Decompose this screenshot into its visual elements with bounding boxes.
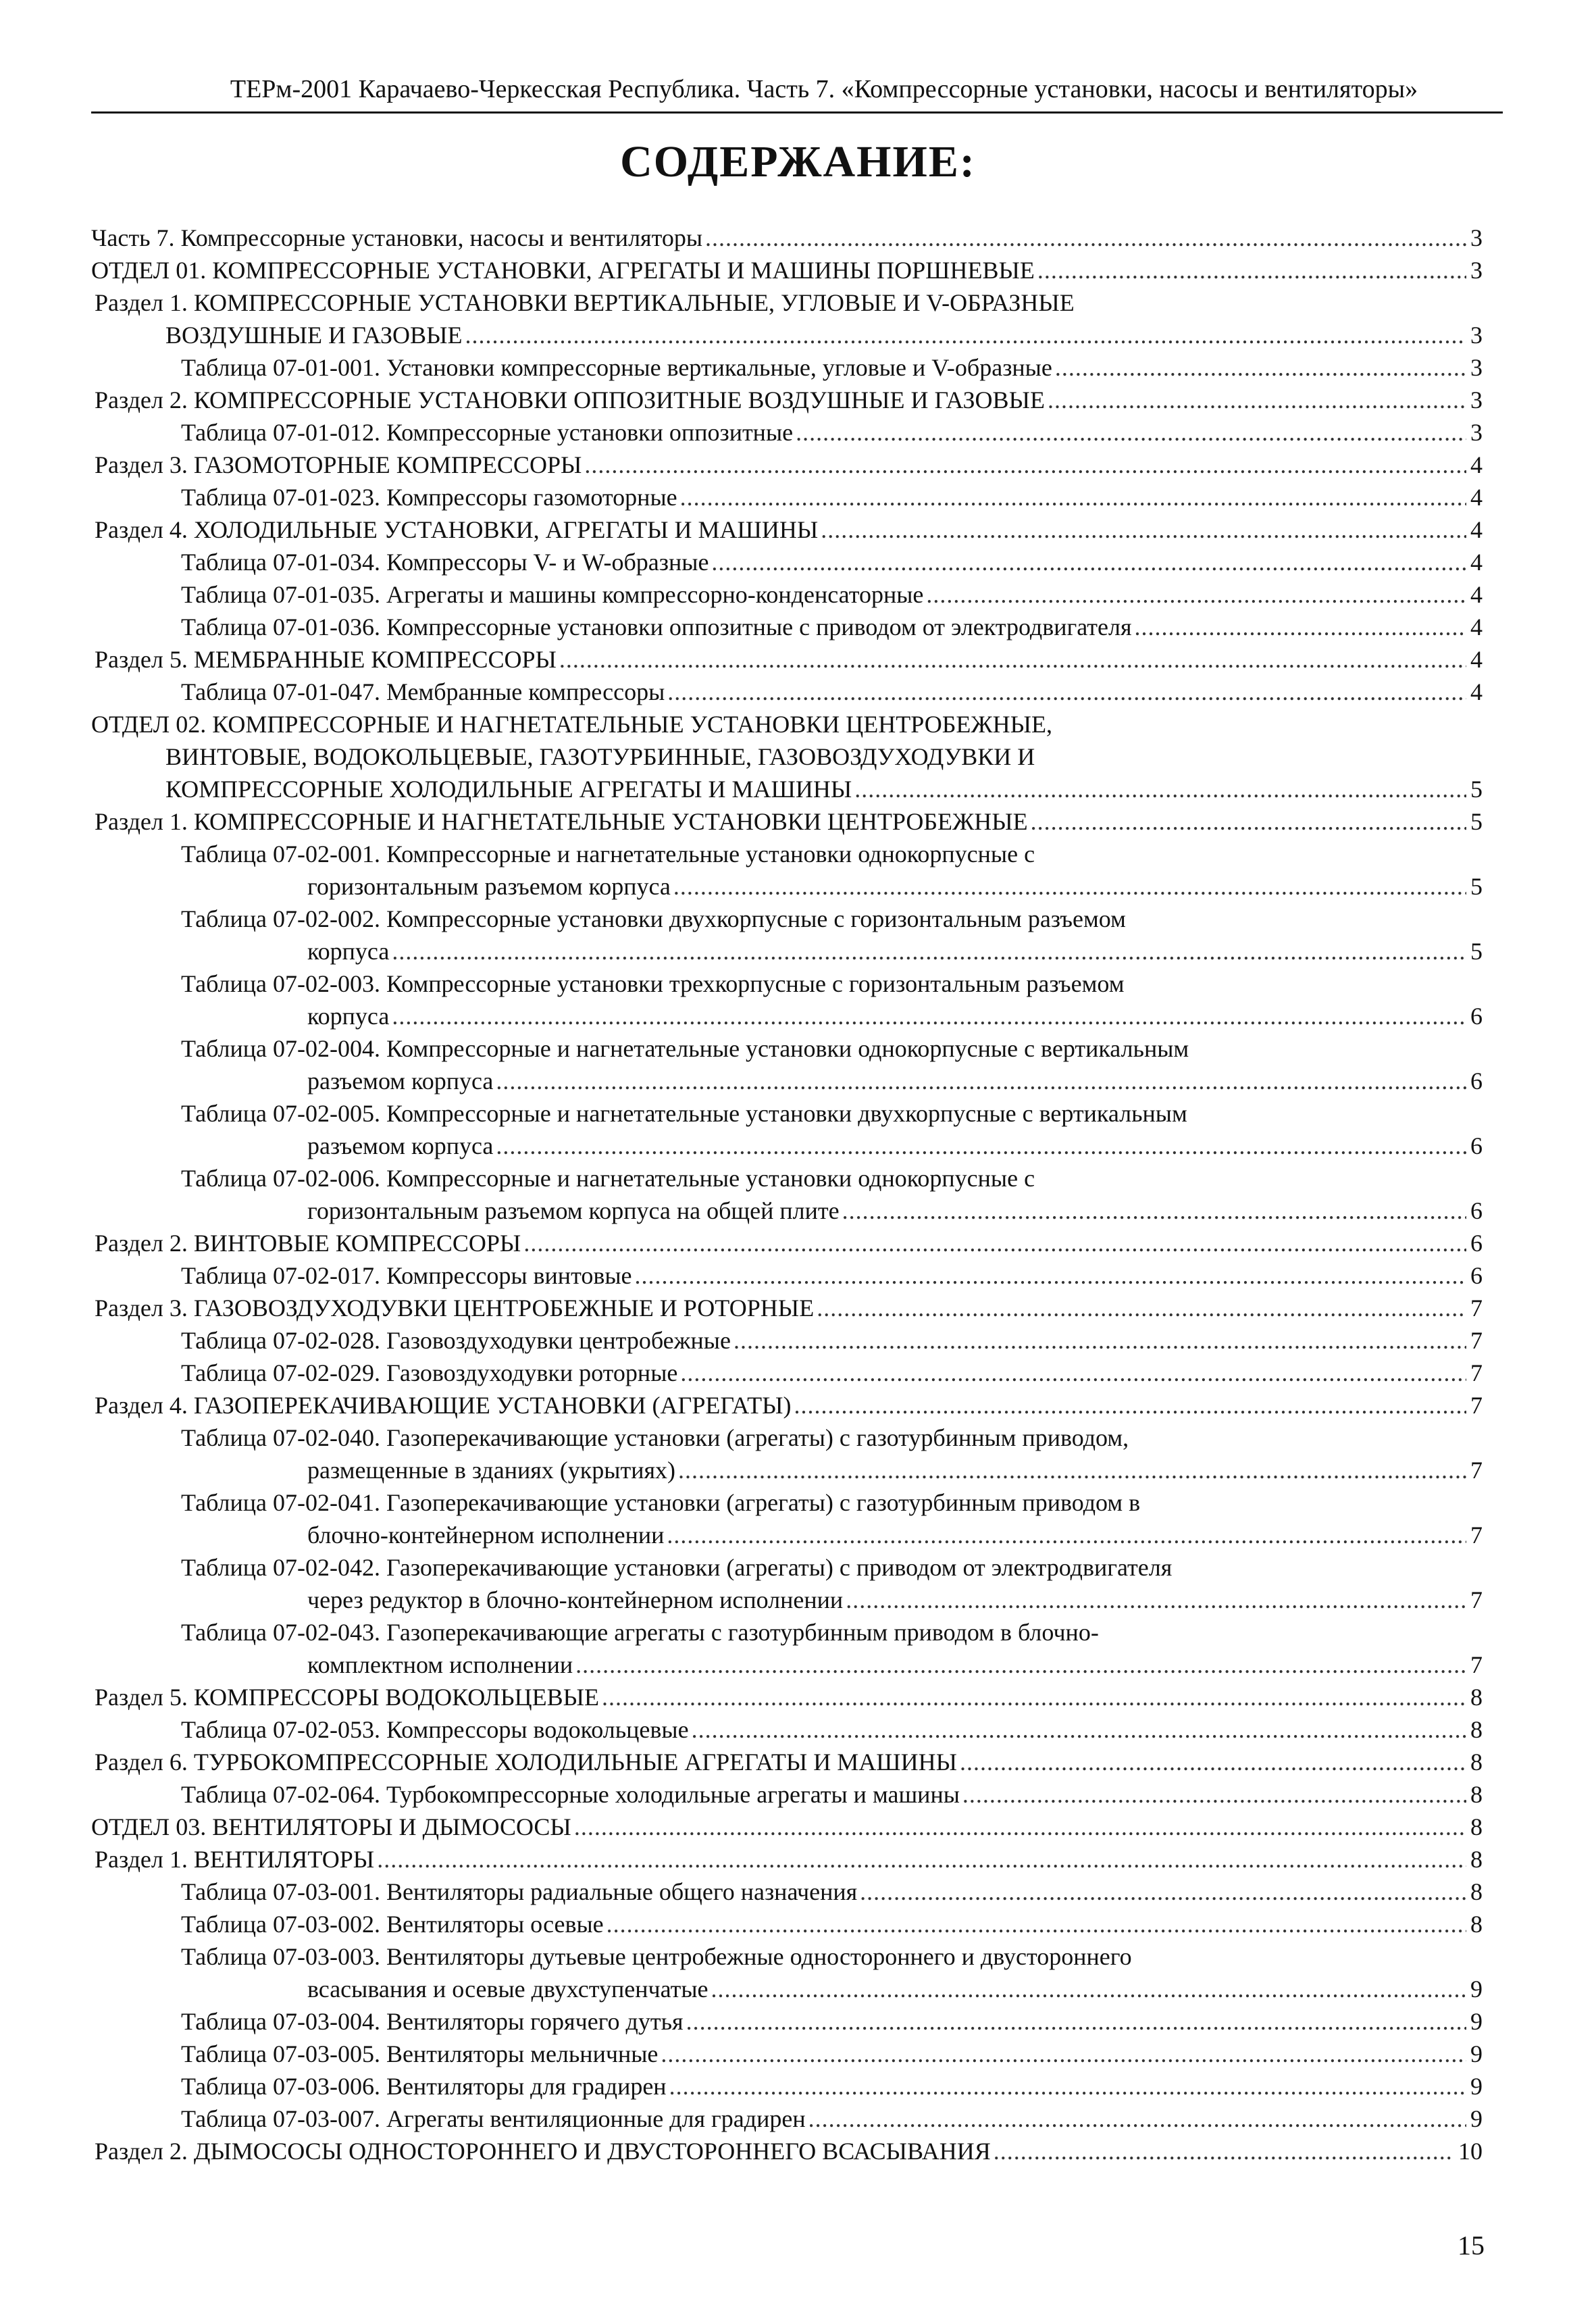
toc-line bbox=[95, 1227, 1483, 1259]
toc-entry-text: Раздел 3. ГАЗОВОЗДУХОДУВКИ ЦЕНТРОБЕЖНЫЕ И РОТОРНЫЕ bbox=[95, 1294, 815, 1322]
toc-entry-table bbox=[0, 481, 1596, 513]
toc-entry-text: Таблица 07-03-006. Вентиляторы для градирен bbox=[181, 2073, 667, 2100]
toc-entry-text: размещенные в зданиях (укрытиях) bbox=[307, 1457, 676, 1484]
toc-page-number: 3 bbox=[1470, 257, 1483, 284]
toc-page-number: 9 bbox=[1470, 1976, 1483, 2003]
toc-line bbox=[91, 1811, 1483, 1843]
toc-entry-razdel bbox=[0, 1746, 1596, 1778]
toc-line bbox=[95, 1681, 1483, 1713]
toc-entry-text: Таблица 07-02-004. Компрессорные и нагнетательные установки однокорпусные с вертикальным bbox=[181, 1035, 1189, 1062]
toc-entry-table bbox=[0, 1097, 1596, 1162]
toc-page-number: 4 bbox=[1470, 549, 1483, 576]
toc-entry-table bbox=[0, 2038, 1596, 2070]
toc-entry-table bbox=[0, 1486, 1596, 1551]
toc-entry-text: Часть 7. Компрессорные установки, насосы и вентиляторы bbox=[91, 224, 703, 251]
toc-entry-razdel bbox=[0, 2135, 1596, 2167]
dot-leader bbox=[667, 1519, 1466, 1551]
dot-leader bbox=[817, 1292, 1466, 1324]
toc-entry-table bbox=[0, 967, 1596, 1032]
toc-line bbox=[181, 1713, 1483, 1746]
toc-entry-razdel bbox=[0, 1843, 1596, 1876]
dot-leader bbox=[678, 1454, 1466, 1486]
header-divider bbox=[91, 111, 1503, 114]
toc-entry-text: Раздел 6. ТУРБОКОМПРЕССОРНЫЕ ХОЛОДИЛЬНЫЕ АГРЕГАТЫ И МАШИНЫ bbox=[95, 1749, 957, 1776]
toc-entry-razdel bbox=[0, 286, 1596, 351]
toc-line bbox=[165, 319, 1483, 351]
toc-entry-text: ОТДЕЛ 01. КОМПРЕССОРНЫЕ УСТАНОВКИ, АГРЕГАТЫ И МАШИНЫ ПОРШНЕВЫЕ bbox=[91, 257, 1035, 284]
toc-entry-text: Таблица 07-01-035. Агрегаты и машины компрессорно-конденсаторные bbox=[181, 581, 924, 608]
toc-page-number: 4 bbox=[1470, 581, 1483, 608]
dot-leader bbox=[1037, 254, 1466, 286]
toc-entry-otdel bbox=[0, 254, 1596, 286]
toc-line bbox=[95, 513, 1483, 546]
dot-leader bbox=[392, 1000, 1466, 1032]
toc-entry-text: разъемом корпуса bbox=[307, 1067, 494, 1095]
dot-leader bbox=[392, 935, 1466, 967]
toc-page-number: 7 bbox=[1470, 1294, 1483, 1322]
toc-line bbox=[91, 708, 1483, 740]
toc-line bbox=[181, 676, 1483, 708]
toc-entry-text: ВИНТОВЫЕ, ВОДОКОЛЬЦЕВЫЕ, ГАЗОТУРБИННЫЕ, ГАЗОВОЗДУХОДУВКИ И bbox=[165, 743, 1035, 770]
toc-page-number: 9 bbox=[1470, 2073, 1483, 2100]
toc-page-number: 4 bbox=[1470, 516, 1483, 543]
toc-entry-text: ОТДЕЛ 02. КОМПРЕССОРНЫЕ И НАГНЕТАТЕЛЬНЫЕ УСТАНОВКИ ЦЕНТРОБЕЖНЫЕ, bbox=[91, 711, 1053, 738]
toc-entry-text: через редуктор в блочно-контейнерном исполнении bbox=[307, 1586, 844, 1613]
toc-entry-razdel bbox=[0, 384, 1596, 416]
dot-leader bbox=[1055, 351, 1466, 384]
dot-leader bbox=[711, 1973, 1466, 2005]
toc-entry-razdel bbox=[0, 1292, 1596, 1324]
dot-leader bbox=[994, 2135, 1454, 2167]
toc-entry-table bbox=[0, 1357, 1596, 1389]
toc-line bbox=[95, 805, 1483, 838]
toc-page-number: 4 bbox=[1470, 484, 1483, 511]
toc-page-number: 9 bbox=[1470, 2008, 1483, 2035]
toc-entry-text: комплектном исполнении bbox=[307, 1651, 573, 1678]
toc-entry-text: Таблица 07-02-003. Компрессорные установки трехкорпусные с горизонтальным разъемом bbox=[181, 970, 1125, 997]
toc-page-number: 6 bbox=[1470, 1132, 1483, 1159]
toc-entry-table bbox=[0, 1876, 1596, 1908]
toc-line bbox=[307, 1519, 1483, 1551]
dot-leader bbox=[523, 1227, 1466, 1259]
toc-page-number: 7 bbox=[1470, 1392, 1483, 1419]
toc-entry-text: Раздел 1. КОМПРЕССОРНЫЕ УСТАНОВКИ ВЕРТИКАЛЬНЫЕ, УГЛОВЫЕ И V-ОБРАЗНЫЕ bbox=[95, 289, 1075, 316]
dot-leader bbox=[960, 1746, 1466, 1778]
toc-line bbox=[307, 1454, 1483, 1486]
dot-leader bbox=[673, 870, 1466, 903]
toc-page-number: 10 bbox=[1458, 2138, 1483, 2165]
toc-entry-table bbox=[0, 1422, 1596, 1486]
toc-entry-text: Таблица 07-01-012. Компрессорные установки оппозитные bbox=[181, 419, 794, 446]
toc-page-number: 4 bbox=[1470, 613, 1483, 640]
toc-entry-text: Раздел 1. ВЕНТИЛЯТОРЫ bbox=[95, 1846, 375, 1873]
toc-page-number: 8 bbox=[1470, 1781, 1483, 1808]
toc-entry-text: Раздел 4. ГАЗОПЕРЕКАЧИВАЮЩИЕ УСТАНОВКИ (АГРЕГАТЫ) bbox=[95, 1392, 792, 1419]
toc-line bbox=[181, 967, 1483, 1000]
toc-entry-text: Раздел 5. МЕМБРАННЫЕ КОМПРЕССОРЫ bbox=[95, 646, 557, 673]
toc-page-number: 6 bbox=[1470, 1230, 1483, 1257]
toc-entry-text: Раздел 2. ДЫМОСОСЫ ОДНОСТОРОННЕГО И ДВУСТОРОННЕГО ВСАСЫВАНИЯ bbox=[95, 2138, 991, 2165]
toc-page-number: 4 bbox=[1470, 646, 1483, 673]
dot-leader bbox=[962, 1778, 1466, 1811]
toc-page-number: 8 bbox=[1470, 1911, 1483, 1938]
toc-line bbox=[181, 1778, 1483, 1811]
dot-leader bbox=[1135, 611, 1466, 643]
toc-line bbox=[181, 1324, 1483, 1357]
toc-page-number: 3 bbox=[1470, 322, 1483, 349]
toc-entry-text: Таблица 07-02-029. Газовоздуходувки роторные bbox=[181, 1359, 678, 1386]
toc-entry-table bbox=[0, 2070, 1596, 2103]
toc-line bbox=[165, 740, 1483, 773]
toc-entry-text: Таблица 07-02-006. Компрессорные и нагнетательные установки однокорпусные с bbox=[181, 1165, 1035, 1192]
toc-line bbox=[181, 481, 1483, 513]
toc-line bbox=[95, 384, 1483, 416]
toc-line bbox=[95, 1746, 1483, 1778]
toc-entry-table bbox=[0, 1032, 1596, 1097]
dot-leader bbox=[496, 1065, 1466, 1097]
toc-page-number: 7 bbox=[1470, 1359, 1483, 1386]
toc-page-number: 8 bbox=[1470, 1716, 1483, 1743]
toc-line bbox=[181, 1422, 1483, 1454]
dot-leader bbox=[465, 319, 1466, 351]
dot-leader bbox=[574, 1811, 1466, 1843]
toc-line bbox=[95, 2135, 1483, 2167]
toc-entry-text: КОМПРЕССОРНЫЕ ХОЛОДИЛЬНЫЕ АГРЕГАТЫ И МАШИНЫ bbox=[165, 776, 852, 803]
toc-line bbox=[307, 1973, 1483, 2005]
toc-entry-razdel bbox=[0, 643, 1596, 676]
toc-page-number: 5 bbox=[1470, 808, 1483, 835]
toc-entry-text: всасывания и осевые двухступенчатые bbox=[307, 1976, 709, 2003]
dot-leader bbox=[821, 513, 1466, 546]
toc-page-number: 5 bbox=[1470, 776, 1483, 803]
toc-page-number: 8 bbox=[1470, 1684, 1483, 1711]
dot-leader bbox=[1048, 384, 1466, 416]
toc-entry-table bbox=[0, 1778, 1596, 1811]
toc-page-number: 7 bbox=[1470, 1327, 1483, 1354]
toc-entry-table bbox=[0, 1940, 1596, 2005]
toc-entry-text: Таблица 07-02-064. Турбокомпрессорные холодильные агрегаты и машины bbox=[181, 1781, 960, 1808]
page-title: СОДЕРЖАНИЕ: bbox=[620, 137, 976, 186]
toc-entry-text: горизонтальным разъемом корпуса на общей плите bbox=[307, 1197, 840, 1224]
toc-line bbox=[181, 2005, 1483, 2038]
dot-leader bbox=[705, 222, 1466, 254]
toc-line bbox=[181, 2038, 1483, 2070]
dot-leader bbox=[602, 1681, 1466, 1713]
toc-line bbox=[181, 1908, 1483, 1940]
toc-line bbox=[307, 1584, 1483, 1616]
toc-line bbox=[95, 643, 1483, 676]
toc-page-number: 5 bbox=[1470, 873, 1483, 900]
toc-entry-table bbox=[0, 1324, 1596, 1357]
toc-page-number: 8 bbox=[1470, 1749, 1483, 1776]
toc-entry-table bbox=[0, 1551, 1596, 1616]
toc-entry-text: Таблица 07-01-001. Установки компрессорные вертикальные, угловые и V-образные bbox=[181, 354, 1052, 381]
toc-entry-text: Таблица 07-02-041. Газоперекачивающие установки (агрегаты) с газотурбинным приводом в bbox=[181, 1489, 1141, 1516]
toc-entry-text: Таблица 07-03-003. Вентиляторы дутьевые центробежные одностороннего и двустороннего bbox=[181, 1943, 1132, 1970]
toc-entry-part bbox=[0, 222, 1596, 254]
toc-entry-table bbox=[0, 546, 1596, 578]
toc-entry-text: Таблица 07-02-028. Газовоздуходувки центробежные bbox=[181, 1327, 731, 1354]
toc-entry-text: горизонтальным разъемом корпуса bbox=[307, 873, 671, 900]
toc-entry-table bbox=[0, 676, 1596, 708]
toc-page-number: 9 bbox=[1470, 2105, 1483, 2132]
toc-entry-text: Раздел 1. КОМПРЕССОРНЫЕ И НАГНЕТАТЕЛЬНЫЕ УСТАНОВКИ ЦЕНТРОБЕЖНЫЕ bbox=[95, 808, 1028, 835]
toc-line bbox=[307, 870, 1483, 903]
toc-line bbox=[181, 903, 1483, 935]
toc-line bbox=[181, 1876, 1483, 1908]
dot-leader bbox=[661, 2038, 1466, 2070]
toc-line bbox=[95, 1292, 1483, 1324]
toc-line bbox=[307, 1649, 1483, 1681]
dot-leader bbox=[680, 481, 1466, 513]
toc-entry-razdel bbox=[0, 1389, 1596, 1422]
toc-entry-text: Таблица 07-01-023. Компрессоры газомоторные bbox=[181, 484, 677, 511]
toc-line bbox=[307, 1194, 1483, 1227]
toc-page-number: 3 bbox=[1470, 354, 1483, 381]
toc-entry-table bbox=[0, 351, 1596, 384]
dot-leader bbox=[686, 2005, 1466, 2038]
toc-entry-razdel bbox=[0, 1227, 1596, 1259]
toc-entry-otdel bbox=[0, 708, 1596, 805]
toc-line bbox=[181, 1259, 1483, 1292]
toc-line bbox=[181, 1486, 1483, 1519]
toc-entry-text: Раздел 5. КОМПРЕССОРЫ ВОДОКОЛЬЦЕВЫЕ bbox=[95, 1684, 599, 1711]
toc-line bbox=[181, 1032, 1483, 1065]
toc-page-number: 8 bbox=[1470, 1846, 1483, 1873]
toc-entry-text: Таблица 07-02-002. Компрессорные установки двухкорпусные с горизонтальным разъемом bbox=[181, 905, 1126, 932]
dot-leader bbox=[667, 676, 1466, 708]
toc-page-number: 6 bbox=[1470, 1197, 1483, 1224]
toc-page-number: 7 bbox=[1470, 1651, 1483, 1678]
toc-line bbox=[91, 222, 1483, 254]
toc-line bbox=[91, 254, 1483, 286]
toc-line bbox=[307, 1000, 1483, 1032]
dot-leader bbox=[584, 449, 1466, 481]
toc-entry-text: Таблица 07-02-001. Компрессорные и нагнетательные установки однокорпусные с bbox=[181, 840, 1035, 867]
toc-entry-table bbox=[0, 1908, 1596, 1940]
toc-page-number: 8 bbox=[1470, 1813, 1483, 1840]
toc-page-number: 8 bbox=[1470, 1878, 1483, 1905]
toc-entry-text: Раздел 2. КОМПРЕССОРНЫЕ УСТАНОВКИ ОППОЗИТНЫЕ ВОЗДУШНЫЕ И ГАЗОВЫЕ bbox=[95, 386, 1045, 413]
toc-line bbox=[95, 286, 1483, 319]
toc-line bbox=[181, 2070, 1483, 2103]
toc-line bbox=[181, 1162, 1483, 1194]
toc-line bbox=[181, 1097, 1483, 1130]
toc-entry-text: Таблица 07-03-002. Вентиляторы осевые bbox=[181, 1911, 604, 1938]
dot-leader bbox=[692, 1713, 1466, 1746]
dot-leader bbox=[808, 2103, 1466, 2135]
toc-entry-text: Раздел 2. ВИНТОВЫЕ КОМПРЕССОРЫ bbox=[95, 1230, 521, 1257]
dot-leader bbox=[842, 1194, 1466, 1227]
toc-line bbox=[181, 351, 1483, 384]
toc-entry-otdel bbox=[0, 1811, 1596, 1843]
dot-leader bbox=[575, 1649, 1466, 1681]
toc-entry-text: Раздел 4. ХОЛОДИЛЬНЫЕ УСТАНОВКИ, АГРЕГАТЫ И МАШИНЫ bbox=[95, 516, 819, 543]
toc-entry-table bbox=[0, 1713, 1596, 1746]
toc-line bbox=[307, 935, 1483, 967]
toc-entry-text: Таблица 07-03-007. Агрегаты вентиляционные для градирен bbox=[181, 2105, 806, 2132]
dot-leader bbox=[733, 1324, 1466, 1357]
toc-entry-text: Таблица 07-03-004. Вентиляторы горячего дутья bbox=[181, 2008, 684, 2035]
toc-entry-table bbox=[0, 2103, 1596, 2135]
toc-entry-razdel bbox=[0, 805, 1596, 838]
toc-entry-table bbox=[0, 611, 1596, 643]
toc-line bbox=[181, 1551, 1483, 1584]
toc-entry-table bbox=[0, 838, 1596, 903]
toc-entry-table bbox=[0, 1162, 1596, 1227]
dot-leader bbox=[796, 416, 1466, 449]
toc-entry-text: Раздел 3. ГАЗОМОТОРНЫЕ КОМПРЕССОРЫ bbox=[95, 451, 582, 478]
toc-entry-text: Таблица 07-01-047. Мембранные компрессоры bbox=[181, 678, 665, 705]
toc-line bbox=[181, 1357, 1483, 1389]
toc-entry-text: Таблица 07-03-001. Вентиляторы радиальные общего назначения bbox=[181, 1878, 858, 1905]
toc-entry-text: Таблица 07-01-036. Компрессорные установки оппозитные с приводом от электродвигателя bbox=[181, 613, 1132, 640]
dot-leader bbox=[794, 1389, 1466, 1422]
running-header: ТЕРм-2001 Карачаево-Черкесская Республика. Часть 7. «Компрессорные установки, насосы и вентиляторы» bbox=[230, 75, 1418, 103]
dot-leader bbox=[607, 1908, 1466, 1940]
toc-entry-table bbox=[0, 1259, 1596, 1292]
toc-page-number: 6 bbox=[1470, 1067, 1483, 1095]
toc-entry-text: ОТДЕЛ 03. ВЕНТИЛЯТОРЫ И ДЫМОСОСЫ bbox=[91, 1813, 571, 1840]
page-number: 15 bbox=[1458, 2230, 1485, 2261]
dot-leader bbox=[854, 773, 1466, 805]
toc-entry-text: блочно-контейнерном исполнении bbox=[307, 1521, 665, 1549]
dot-leader bbox=[846, 1584, 1466, 1616]
toc-page-number: 4 bbox=[1470, 678, 1483, 705]
toc-line bbox=[181, 578, 1483, 611]
toc-page-number: 9 bbox=[1470, 2040, 1483, 2067]
toc-line bbox=[181, 2103, 1483, 2135]
dot-leader bbox=[680, 1357, 1466, 1389]
toc-entry-text: Таблица 07-02-043. Газоперекачивающие агрегаты с газотурбинным приводом в блочно- bbox=[181, 1619, 1099, 1646]
toc-page-number: 3 bbox=[1470, 419, 1483, 446]
toc-line bbox=[95, 1843, 1483, 1876]
toc-page-number: 3 bbox=[1470, 386, 1483, 413]
toc-page-number: 4 bbox=[1470, 451, 1483, 478]
toc-entry-text: разъемом корпуса bbox=[307, 1132, 494, 1159]
toc-entry-text: Таблица 07-01-034. Компрессоры V- и W-образные bbox=[181, 549, 709, 576]
dot-leader bbox=[669, 2070, 1466, 2103]
toc-entry-table bbox=[0, 416, 1596, 449]
toc-page-number: 7 bbox=[1470, 1521, 1483, 1549]
dot-leader bbox=[377, 1843, 1466, 1876]
toc-entry-razdel bbox=[0, 449, 1596, 481]
toc-page-number: 7 bbox=[1470, 1457, 1483, 1484]
dot-leader bbox=[635, 1259, 1467, 1292]
dot-leader bbox=[711, 546, 1466, 578]
toc-entry-text: Таблица 07-02-017. Компрессоры винтовые bbox=[181, 1262, 632, 1289]
dot-leader bbox=[496, 1130, 1466, 1162]
toc-line bbox=[181, 838, 1483, 870]
toc-page-number: 5 bbox=[1470, 938, 1483, 965]
toc-entry-razdel bbox=[0, 1681, 1596, 1713]
toc-entry-text: Таблица 07-02-053. Компрессоры водокольцевые bbox=[181, 1716, 689, 1743]
toc-line bbox=[181, 1940, 1483, 1973]
toc-page-number: 6 bbox=[1470, 1003, 1483, 1030]
toc-line bbox=[307, 1065, 1483, 1097]
toc-entry-text: Таблица 07-02-005. Компрессорные и нагнетательные установки двухкорпусные с вертикальным bbox=[181, 1100, 1187, 1127]
toc-entry-text: Таблица 07-03-005. Вентиляторы мельничные bbox=[181, 2040, 659, 2067]
toc-line bbox=[165, 773, 1483, 805]
toc-entry-table bbox=[0, 578, 1596, 611]
toc-page-number: 3 bbox=[1470, 224, 1483, 251]
table-of-contents bbox=[0, 222, 1596, 2167]
toc-line bbox=[181, 611, 1483, 643]
toc-entry-table bbox=[0, 903, 1596, 967]
toc-entry-text: Таблица 07-02-042. Газоперекачивающие установки (агрегаты) с приводом от электродвигателя bbox=[181, 1554, 1173, 1581]
toc-entry-table bbox=[0, 1616, 1596, 1681]
toc-line bbox=[181, 1616, 1483, 1649]
toc-entry-text: корпуса bbox=[307, 938, 390, 965]
toc-entry-text: ВОЗДУШНЫЕ И ГАЗОВЫЕ bbox=[165, 322, 463, 349]
dot-leader bbox=[1031, 805, 1466, 838]
toc-line bbox=[95, 1389, 1483, 1422]
toc-line bbox=[181, 546, 1483, 578]
dot-leader bbox=[559, 643, 1466, 676]
toc-page-number: 7 bbox=[1470, 1586, 1483, 1613]
toc-line bbox=[307, 1130, 1483, 1162]
toc-entry-text: Таблица 07-02-040. Газоперекачивающие установки (агрегаты) с газотурбинным приводом, bbox=[181, 1424, 1129, 1451]
dot-leader bbox=[926, 578, 1466, 611]
toc-line bbox=[181, 416, 1483, 449]
toc-entry-table bbox=[0, 2005, 1596, 2038]
toc-entry-razdel bbox=[0, 513, 1596, 546]
toc-entry-text: корпуса bbox=[307, 1003, 390, 1030]
toc-line bbox=[95, 449, 1483, 481]
toc-page-number: 6 bbox=[1470, 1262, 1483, 1289]
dot-leader bbox=[860, 1876, 1466, 1908]
